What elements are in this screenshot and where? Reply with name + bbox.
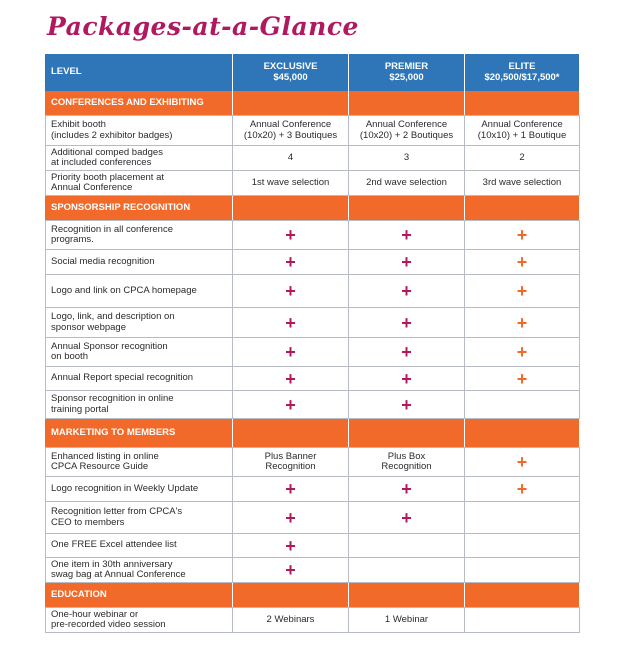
table-row (45, 275, 580, 308)
plus-icon: + (516, 479, 528, 499)
value-cell: 3 (349, 146, 465, 170)
benefit-cell (233, 275, 349, 307)
section-header (45, 583, 580, 607)
section-cell (349, 583, 465, 607)
benefit-cell (233, 502, 349, 533)
value-cell: Annual Conference (10x20) + 3 Boutiques (233, 116, 349, 145)
tier-name: PREMIER (384, 61, 429, 73)
tier-name: ELITE (508, 61, 536, 73)
section-cell (349, 196, 465, 220)
page-title: Packages-at-a-Glance (47, 12, 359, 41)
table-row (45, 220, 580, 250)
table-row (45, 534, 580, 558)
plus-icon: + (285, 535, 296, 556)
section-cell (349, 419, 465, 447)
benefit-cell (233, 308, 349, 337)
section-cell (465, 196, 580, 220)
benefit-cell (349, 338, 465, 366)
table-row (45, 171, 580, 196)
plus-icon: + (401, 281, 412, 301)
value-cell: 4 (233, 146, 349, 170)
table-header-row (45, 54, 580, 91)
value-cell: Plus Banner Recognition (233, 448, 349, 476)
feature-label: One FREE Excel attendee list (45, 534, 233, 557)
table-body (45, 91, 580, 633)
plus-icon: + (285, 368, 296, 389)
value-cell (349, 534, 465, 557)
value-cell (465, 558, 580, 582)
plus-icon: + (401, 507, 412, 528)
feature-label: Sponsor recognition in online training portal (45, 391, 233, 418)
value-cell: 3rd wave selection (465, 171, 580, 195)
table-row (45, 146, 580, 171)
section-cell (233, 583, 349, 607)
benefit-cell (233, 250, 349, 274)
level-header: LEVEL (45, 54, 233, 91)
benefit-cell (233, 391, 349, 418)
benefit-cell (465, 275, 580, 307)
benefit-cell (465, 448, 580, 476)
tier-price: $45,000 (273, 71, 308, 83)
benefit-cell (349, 275, 465, 307)
feature-label: Logo, link, and description on sponsor webpage (45, 308, 233, 337)
value-cell: Annual Conference (10x10) + 1 Boutique (465, 116, 580, 145)
section-title: MARKETING TO MEMBERS (45, 419, 233, 447)
feature-label: Logo recognition in Weekly Update (45, 477, 233, 501)
plus-icon: + (401, 312, 412, 333)
benefit-cell (465, 308, 580, 337)
section-cell (233, 419, 349, 447)
benefit-cell (233, 338, 349, 366)
tier-price: $20,500/$17,500* (484, 71, 560, 83)
benefit-cell (349, 308, 465, 337)
feature-label: Recognition letter from CPCA's CEO to members (45, 502, 233, 533)
tier-premier-header (349, 54, 465, 91)
table-row (45, 367, 580, 391)
table-row (45, 391, 580, 419)
section-cell (465, 583, 580, 607)
section-title: EDUCATION (45, 583, 233, 607)
benefit-cell (465, 221, 580, 249)
value-cell (465, 502, 580, 533)
tier-exclusive-header (233, 54, 349, 91)
plus-icon: + (285, 281, 296, 301)
packages-table (45, 54, 580, 633)
plus-icon: + (401, 394, 412, 415)
value-cell: 2 Webinars (233, 608, 349, 632)
benefit-cell (349, 477, 465, 501)
feature-label: Enhanced listing in online CPCA Resource Guide (45, 448, 233, 476)
benefit-cell (233, 558, 349, 582)
feature-label: Exhibit booth (includes 2 exhibitor badges) (45, 116, 233, 145)
benefit-cell (465, 250, 580, 274)
value-cell: 1st wave selection (233, 171, 349, 195)
plus-icon: + (285, 394, 296, 415)
feature-label: One item in 30th anniversary swag bag at Annual Conference (45, 558, 233, 582)
plus-icon: + (285, 560, 296, 580)
plus-icon: + (401, 225, 412, 245)
benefit-cell (233, 367, 349, 390)
plus-icon: + (401, 252, 412, 272)
plus-icon: + (285, 312, 296, 333)
tier-name: EXCLUSIVE (263, 61, 318, 73)
value-cell (465, 608, 580, 632)
plus-icon: + (401, 368, 412, 389)
value-cell (465, 391, 580, 418)
section-cell (233, 196, 349, 220)
benefit-cell (233, 477, 349, 501)
plus-icon: + (401, 479, 412, 499)
section-title: SPONSORSHIP RECOGNITION (45, 196, 233, 220)
section-header (45, 196, 580, 220)
plus-icon: + (401, 342, 412, 362)
benefit-cell (233, 221, 349, 249)
tier-elite-header (465, 54, 580, 91)
benefit-cell (465, 367, 580, 390)
feature-label: Social media recognition (45, 250, 233, 274)
table-row (45, 308, 580, 338)
value-cell: 2nd wave selection (349, 171, 465, 195)
section-header (45, 91, 580, 115)
feature-label: Additional comped badges at included conferences (45, 146, 233, 170)
value-cell: Annual Conference (10x20) + 2 Boutiques (349, 116, 465, 145)
table-row (45, 250, 580, 275)
table-row (45, 558, 580, 583)
value-cell: Plus Box Recognition (349, 448, 465, 476)
section-cell (465, 419, 580, 447)
value-cell: 2 (465, 146, 580, 170)
table-row (45, 115, 580, 146)
benefit-cell (349, 367, 465, 390)
plus-icon: + (516, 252, 528, 272)
table-row (45, 477, 580, 502)
feature-label: Priority booth placement at Annual Conference (45, 171, 233, 195)
plus-icon: + (285, 252, 296, 272)
table-row (45, 607, 580, 633)
tier-price: $25,000 (389, 71, 424, 83)
value-cell (349, 558, 465, 582)
table-row (45, 338, 580, 367)
benefit-cell (349, 502, 465, 533)
benefit-cell (349, 221, 465, 249)
section-header (45, 419, 580, 447)
feature-label: Recognition in all conference programs. (45, 221, 233, 249)
plus-icon: + (516, 225, 528, 245)
benefit-cell (349, 391, 465, 418)
table-row (45, 447, 580, 477)
benefit-cell (233, 534, 349, 557)
benefit-cell (465, 477, 580, 501)
plus-icon: + (516, 368, 528, 389)
plus-icon: + (285, 479, 296, 499)
plus-icon: + (516, 342, 528, 362)
feature-label: Annual Report special recognition (45, 367, 233, 390)
feature-label: Annual Sponsor recognition on booth (45, 338, 233, 366)
value-cell: 1 Webinar (349, 608, 465, 632)
section-cell (349, 91, 465, 115)
plus-icon: + (516, 281, 528, 301)
benefit-cell (465, 338, 580, 366)
section-cell (465, 91, 580, 115)
plus-icon: + (285, 507, 296, 528)
plus-icon: + (516, 312, 528, 333)
feature-label: One-hour webinar or pre-recorded video session (45, 608, 233, 632)
value-cell (465, 534, 580, 557)
benefit-cell (349, 250, 465, 274)
section-cell (233, 91, 349, 115)
table-row (45, 502, 580, 534)
plus-icon: + (285, 342, 296, 362)
plus-icon: + (516, 452, 528, 472)
section-title: CONFERENCES AND EXHIBITING (45, 91, 233, 115)
feature-label: Logo and link on CPCA homepage (45, 275, 233, 307)
plus-icon: + (285, 225, 296, 245)
